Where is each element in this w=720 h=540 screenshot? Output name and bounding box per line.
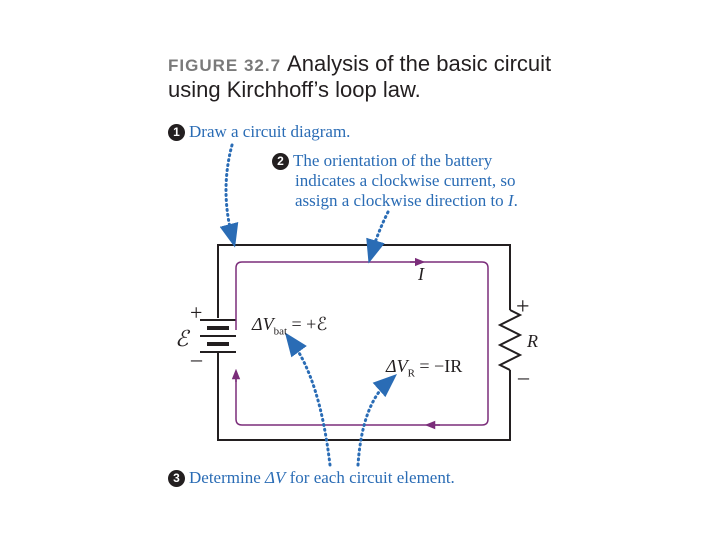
step-3-post: for each circuit element.	[285, 468, 455, 487]
step-2-end: .	[513, 191, 518, 210]
emf-symbol: ℰ	[175, 326, 189, 351]
battery-subscript: bat	[273, 325, 288, 338]
figure-title-line-1: Analysis of the basic circuit	[287, 51, 552, 76]
step-2-line-2: indicates a clockwise current, so	[295, 171, 516, 190]
current-loop	[236, 262, 488, 425]
pointer-step-3-resistor	[358, 382, 388, 465]
step-2-line-3: assign a clockwise direction to	[295, 191, 504, 210]
pointer-arrows	[226, 145, 388, 465]
battery	[200, 320, 236, 352]
resistor-equation	[386, 356, 462, 380]
battery-minus-sign: –	[191, 346, 202, 371]
figure-label: FIGURE 32.7	[168, 56, 282, 75]
step-3-symbol: ΔV	[265, 468, 286, 487]
resistor-minus-sign: –	[518, 364, 529, 389]
step-2-symbol: I	[507, 191, 514, 210]
resistor-label: R	[527, 331, 538, 351]
step-1-number: 1	[168, 124, 185, 141]
circuit-wires	[218, 245, 510, 440]
battery-equation	[252, 314, 327, 338]
step-3-pre: Determine	[189, 468, 265, 487]
resistor-delta-v: ΔV	[386, 356, 408, 376]
battery-delta-v: ΔV	[252, 314, 274, 334]
step-2-number: 2	[272, 153, 289, 170]
figure-title-line-2: using Kirchhoff’s loop law.	[168, 77, 421, 102]
resistor-rhs: = −IR	[414, 356, 463, 376]
pointer-step-3-battery	[292, 342, 330, 465]
battery-rhs: = +ℰ	[287, 314, 328, 334]
pointer-step-1	[226, 145, 232, 236]
step-3-number: 3	[168, 470, 185, 487]
current-label: I	[418, 264, 424, 284]
resistor-plus-sign: +	[516, 294, 530, 320]
battery-plus-sign: +	[190, 300, 203, 325]
step-1-text: Draw a circuit diagram.	[189, 122, 351, 141]
resistor-subscript: R	[407, 367, 415, 380]
wire-top	[218, 245, 510, 318]
step-2-line-1: The orientation of the battery	[293, 151, 493, 170]
